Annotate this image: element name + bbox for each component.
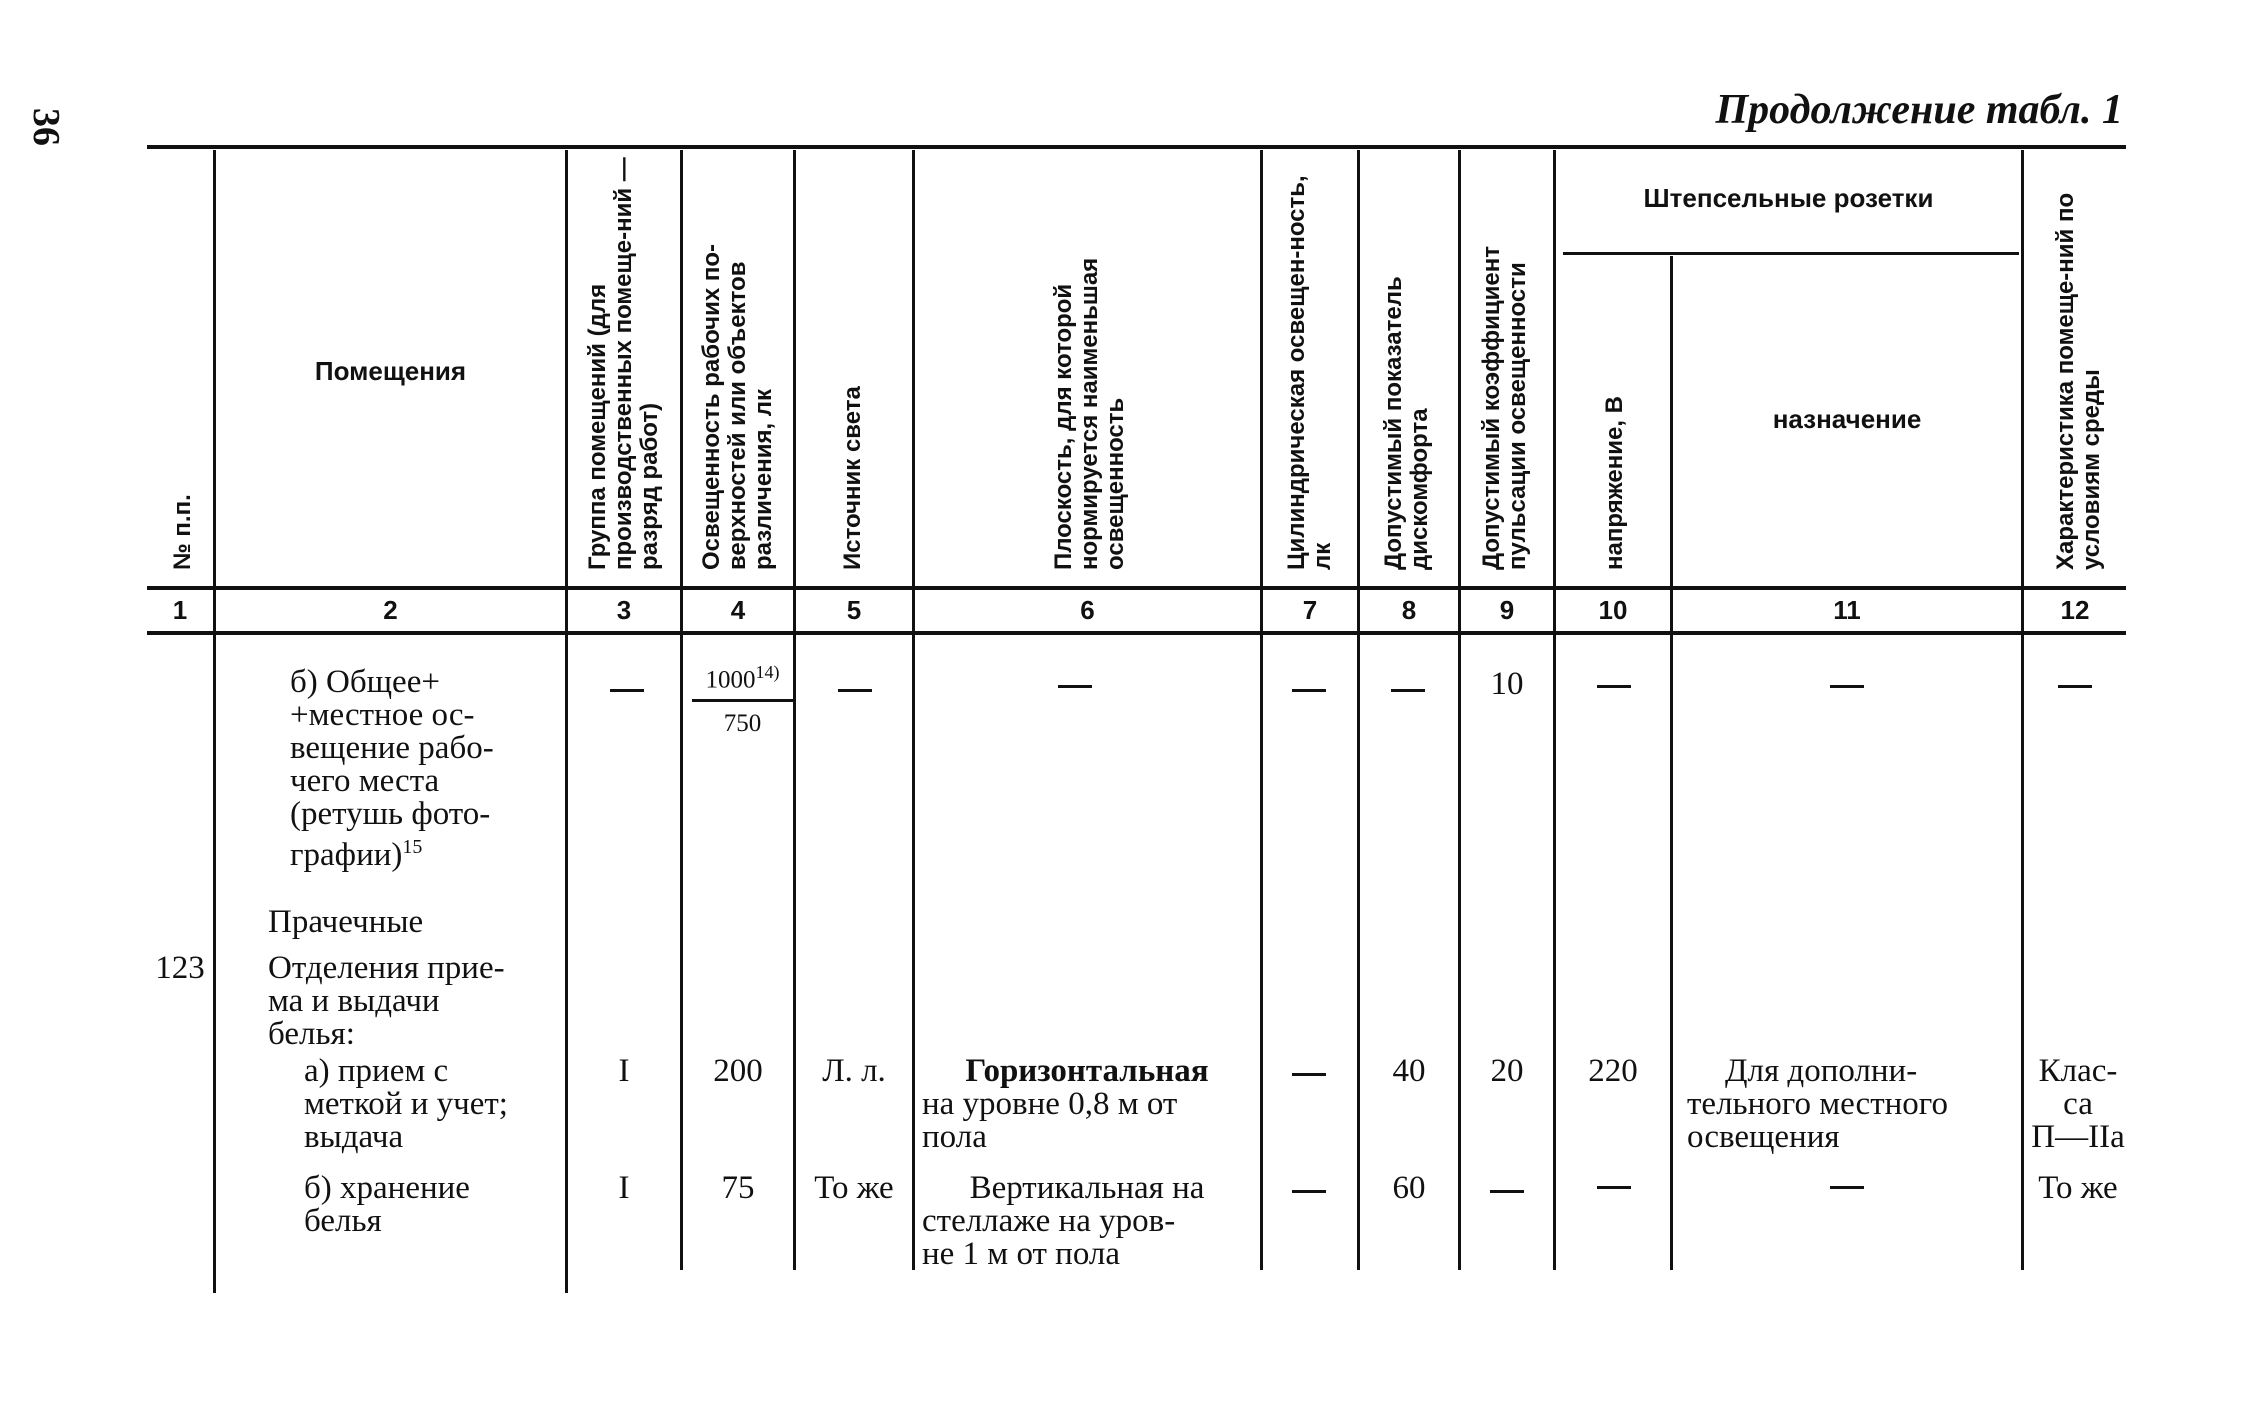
row3-plane-line2: на уровне 0,8 м от <box>922 1086 1178 1122</box>
row3-purpose-line2: тельного местного <box>1687 1086 1949 1122</box>
col-divider-9 <box>1553 150 1556 1270</box>
row1-name-line1: б) Общее+ <box>290 664 440 700</box>
header-col-1: № п.п. <box>168 494 196 570</box>
row3-voltage: 220 <box>1588 1053 1638 1089</box>
row3-group: I <box>618 1053 630 1089</box>
row3-plane-line3: пола <box>922 1119 987 1155</box>
colnum-6: 6 <box>1080 595 1095 625</box>
colnum-3: 3 <box>616 595 632 625</box>
row3-plane-line1: Горизонтальная <box>965 1053 1209 1089</box>
row4-pulsation-dash <box>1490 1190 1524 1193</box>
row3-name-line2: меткой и учет; <box>304 1086 508 1122</box>
row3-pulsation: 20 <box>1490 1053 1524 1089</box>
header-col-2: Помещения <box>314 356 467 386</box>
row4-plane-line3: не 1 м от пола <box>922 1236 1121 1272</box>
row4-group: I <box>618 1170 630 1206</box>
row3-env-line3: П—IIа <box>2031 1119 2125 1155</box>
header-col-7: Цилиндрическая освещен-ность, лк <box>1283 175 1336 570</box>
row2-name <box>268 952 558 1051</box>
row3-name <box>304 1055 558 1154</box>
colnum-2: 2 <box>383 595 398 625</box>
header-col-5: Источник света <box>838 386 866 570</box>
row3-plane <box>922 1055 1252 1154</box>
header-bottom-rule <box>147 586 2126 590</box>
header-col-6: Плоскость, для которой нормируется наименьшая освещенность <box>1050 257 1129 570</box>
row3-cyl-dash <box>1292 1073 1326 1076</box>
row4-discomfort: 60 <box>1392 1170 1426 1206</box>
row4-illum: 75 <box>721 1170 755 1206</box>
row3-name-line3: выдача <box>304 1119 404 1155</box>
colnum-10: 10 <box>1598 595 1628 625</box>
header-col-12: Характеристика помеще-ний по условиям среды <box>2052 192 2105 570</box>
row1-group-dash <box>610 689 644 692</box>
header-col-4: Освещенность рабочих по-верхностей или объектов различения, лк <box>698 243 777 570</box>
row3-env <box>2026 1055 2130 1154</box>
row3-purpose <box>1687 1055 2013 1154</box>
row4-cyl-dash <box>1292 1190 1326 1193</box>
row1-plane-dash <box>1058 685 1092 688</box>
row1-name-line3: вещение рабо- <box>290 730 494 766</box>
col-divider-11 <box>2021 150 2024 1270</box>
header-col-10: напряжение, В <box>1601 396 1628 570</box>
section-laundries: Прачечные <box>268 904 424 940</box>
row3-discomfort: 40 <box>1392 1053 1426 1089</box>
colnum-bottom-rule <box>147 631 2126 635</box>
row1-name-line2: +местное ос- <box>290 697 475 733</box>
row1-cyl-dash <box>1292 689 1326 692</box>
row3-purpose-line1: Для дополни- <box>1725 1053 1918 1089</box>
row4-voltage-dash <box>1597 1186 1631 1189</box>
table-top-rule <box>147 145 2126 149</box>
colnum-5: 5 <box>846 595 862 625</box>
row1-name-line6: графии) <box>290 837 403 873</box>
colnum-4: 4 <box>730 595 746 625</box>
row3-env-line2: са <box>2063 1086 2093 1122</box>
row1-illum <box>690 658 795 738</box>
row3-name-line1: а) прием с <box>304 1053 449 1089</box>
row4-env: То же <box>2038 1170 2118 1206</box>
header-group-sockets: Штепсельные розетки <box>1643 183 1934 213</box>
row2-name-line2: ма и выдачи <box>268 983 440 1019</box>
row1-illum-top-wrap <box>690 658 795 694</box>
colnum-7: 7 <box>1302 595 1318 625</box>
row1-discomfort-dash <box>1391 689 1425 692</box>
table-caption: Продолжение табл. 1 <box>1715 87 2123 133</box>
row2-name-line3: белья: <box>268 1016 355 1052</box>
row3-purpose-line3: освещения <box>1687 1119 1840 1155</box>
row1-illum-fraction-bar <box>692 699 793 702</box>
row1-voltage-dash <box>1597 685 1631 688</box>
colnum-1: 1 <box>172 595 188 625</box>
row1-env-dash <box>2058 685 2092 688</box>
row2-num: 123 <box>155 950 205 986</box>
row1-purpose-dash <box>1830 685 1864 688</box>
row4-plane-line2: стеллаже на уров- <box>922 1203 1176 1239</box>
header-col-9: Допустимый коэффициент пульсации освещенности <box>1478 246 1531 570</box>
row1-name-line4: чего места <box>290 763 440 799</box>
row4-source: То же <box>814 1170 894 1206</box>
colnum-11: 11 <box>1833 595 1861 625</box>
col-divider-3 <box>680 150 683 1270</box>
row3-env-line1: Клас- <box>2038 1053 2118 1089</box>
colnum-8: 8 <box>1401 595 1417 625</box>
colnum-12: 12 <box>2060 595 2090 625</box>
row4-plane <box>922 1172 1252 1271</box>
col-divider-1 <box>213 150 216 1293</box>
row1-illum-footnote: 14) <box>755 662 780 682</box>
row4-plane-line1: Вертикальная на <box>969 1170 1205 1206</box>
row4-name-line1: б) хранение <box>304 1170 470 1206</box>
col-divider-2 <box>565 150 568 1293</box>
row3-illum: 200 <box>713 1053 763 1089</box>
row4-name <box>304 1172 558 1238</box>
row1-name <box>290 666 550 872</box>
header-col-8: Допустимый показатель дискомфорта <box>1380 276 1433 570</box>
col-divider-6 <box>1260 150 1263 1270</box>
row1-illum-top: 1000 <box>705 666 756 694</box>
row3-source: Л. л. <box>822 1053 886 1089</box>
header-col-3: Группа помещений (для производственных помеще-ний — разряд работ) <box>584 157 663 570</box>
row4-name-line2: белья <box>304 1203 382 1239</box>
row1-pulsation: 10 <box>1490 666 1524 702</box>
col-divider-7 <box>1357 150 1360 1270</box>
row1-source-dash <box>838 689 872 692</box>
row1-name-line5: (ретушь фото- <box>290 796 491 832</box>
row1-illum-bottom: 750 <box>723 710 762 738</box>
col-divider-8 <box>1458 150 1461 1270</box>
row4-purpose-dash <box>1830 1186 1864 1189</box>
row1-name-line6-wrap <box>290 831 550 872</box>
page-number: 36 <box>25 108 67 146</box>
row2-name-line1: Отделения прие- <box>268 950 505 986</box>
row1-footnote-15: 15 <box>402 836 423 858</box>
header-col-11: назначение <box>1772 404 1922 434</box>
colnum-9: 9 <box>1499 595 1515 625</box>
col-divider-5 <box>912 150 915 1270</box>
